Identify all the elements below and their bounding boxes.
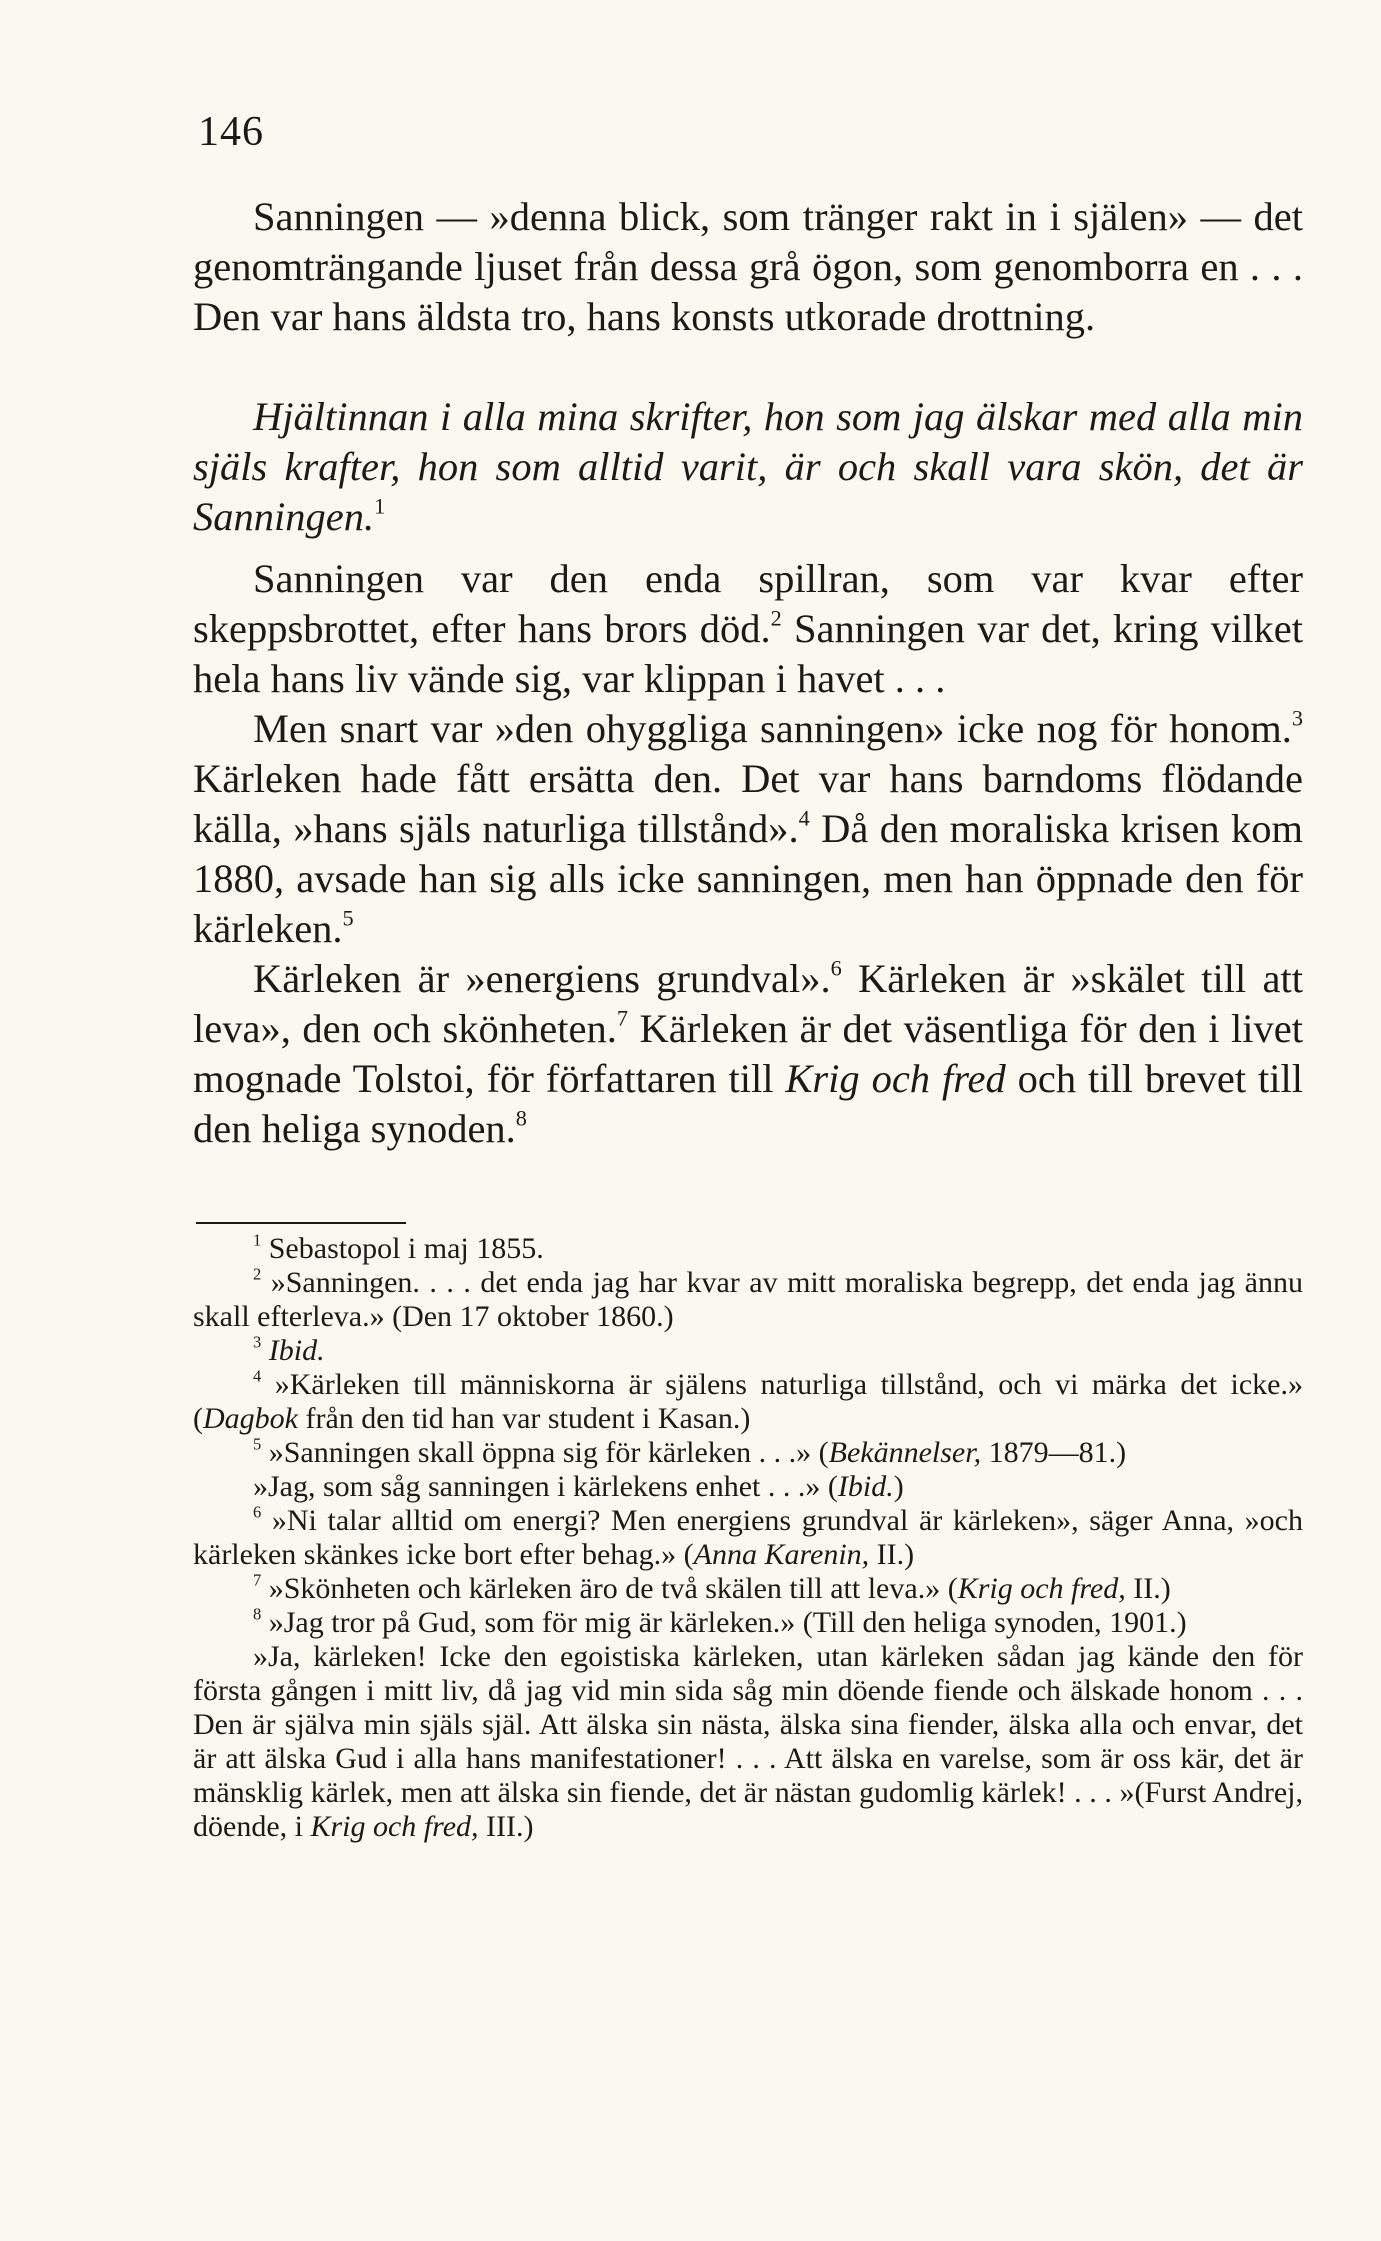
paragraph-4-text-b: Kärleken hade fått ersätta den. Det var hans barndoms flödande källa, »hans själs naturliga tillstånd». [193, 756, 1303, 851]
footnote-4-tail: från den tid han var student i Kasan.) [297, 1402, 751, 1435]
footnote-2-mark: 2 [253, 1264, 262, 1284]
footnote-7-italic: Krig och fred, [957, 1572, 1126, 1605]
quote-text: Hjältinnan i alla mina skrifter, hon som jag älskar med alla min själs krafter, hon som alltid varit, är och skall vara skön, det är Sanningen. [193, 394, 1303, 539]
footnote-6-text: »Ni talar alltid om energi? Men energiens grundval är kärleken», säger Anna, »och kärleken skänkes icke bort efter behag.» ( [193, 1504, 1303, 1571]
footnote-7-text: »Skönheten och kärleken äro de två skälen till att leva.» ( [261, 1572, 958, 1605]
footnote-5-italic: Bekännelser, [828, 1436, 982, 1469]
footnote-8b-tail: III.) [478, 1810, 534, 1843]
footnote-ref-5: 5 [342, 905, 354, 931]
footnote-5-tail: 1879—81.) [981, 1436, 1127, 1469]
footnote-5b-tail: ) [893, 1470, 904, 1503]
paragraph-5-text-c: Kärleken är det väsentliga för den i livet mognade Tolstoi, för författaren till [193, 1006, 1303, 1101]
footnote-4-italic: Dagbok [203, 1402, 298, 1435]
footnote-6-mark: 6 [253, 1502, 262, 1522]
footnote-5b-italic: Ibid. [837, 1470, 894, 1503]
footnote-3-mark: 3 [253, 1332, 262, 1352]
paragraph-4 [193, 704, 1303, 954]
paragraph-4-text-c: Då den moraliska krisen kom 1880, avsade han sig alls icke sanningen, men han öppnade den för kärleken. [193, 806, 1303, 951]
footnote-7 [193, 1572, 1303, 1606]
footnote-2-text: »Sanningen. . . . det enda jag har kvar av mitt moraliska begrepp, det enda jag ännu skall efterleva.» (Den 17 oktober 1860.) [193, 1266, 1303, 1333]
footnote-8-continued [193, 1640, 1303, 1844]
footnote-1 [193, 1232, 1303, 1266]
paragraph-1 [193, 192, 1303, 342]
paragraph-3 [193, 554, 1303, 704]
paragraph-5-text-b: Kärleken är »skälet till att leva», den och skönheten. [193, 956, 1303, 1051]
footnote-5 [193, 1436, 1303, 1470]
footnote-4-mark: 4 [253, 1366, 262, 1386]
footnote-ref-2: 2 [770, 605, 782, 631]
footnotes [193, 1232, 1303, 1844]
footnote-6-italic: Anna Karenin, [693, 1538, 870, 1571]
page-number: 146 [198, 109, 264, 155]
footnote-4-text: »Kärleken till människorna är själens naturliga tillstånd, och vi märka det icke.» ( [193, 1368, 1303, 1435]
footnote-1-text: Sebastopol i maj 1855. [261, 1232, 544, 1265]
paragraph-2-quote [193, 392, 1303, 542]
paragraph-5-text-d: och till brevet till den heliga synoden. [193, 1056, 1303, 1151]
footnote-1-mark: 1 [253, 1230, 262, 1250]
footnote-6-tail: II.) [869, 1538, 915, 1571]
footnote-ref-1: 1 [374, 493, 386, 519]
footnote-3-text: Ibid. [268, 1334, 325, 1367]
footnote-4 [193, 1368, 1303, 1436]
paragraph-4-text-a: Men snart var »den ohyggliga sanningen» icke nog för honom. [253, 706, 1292, 751]
footnote-8b-text: »Ja, kärleken! Icke den egoistiska kärleken, utan kärleken sådan jag kände den för första gången i mitt liv, då jag vid min sida såg min döende fiende och älskade honom . . . Den är själva min själs själ. Att älska sin nästa, älska sina fiender, älska alla och envar, det är att älska Gud i alla hans manifestationer! . . . Att älska en varelse, som är oss kär, det är mänsklig kärlek, men att älska sin fiende, det är nästan gudomlig kärlek! . . . »(Furst Andrej, döende, i [193, 1640, 1303, 1843]
paragraph-1-text: Sanningen — »denna blick, som tränger rakt in i själen» — det genomträngande ljuset från dessa grå ögon, som genomborra en . . . Den var hans äldsta tro, hans konsts utkorade drottning. [193, 194, 1303, 339]
footnote-5-mark: 5 [253, 1434, 262, 1454]
body-text [193, 192, 1303, 1154]
paragraph-3-text-b: Sanningen var det, kring vilket hela hans liv vände sig, var klippan i havet . . . [193, 606, 1303, 701]
footnote-ref-4: 4 [798, 805, 810, 831]
footnote-ref-3: 3 [1291, 705, 1303, 731]
footnote-ref-6: 6 [830, 955, 842, 981]
footnote-7-tail: II.) [1125, 1572, 1171, 1605]
book-title-krig-och-fred: Krig och fred [785, 1056, 1006, 1101]
footnote-5-continued [193, 1470, 1303, 1504]
footnote-ref-7: 7 [616, 1005, 628, 1031]
footnote-3 [193, 1334, 1303, 1368]
footnote-8 [193, 1606, 1303, 1640]
footnote-7-mark: 7 [253, 1570, 262, 1590]
footnote-8-text: »Jag tror på Gud, som för mig är kärleken.» (Till den heliga synoden, 1901.) [261, 1606, 1187, 1639]
footnote-5-text: »Sanningen skall öppna sig för kärleken . . .» ( [261, 1436, 829, 1469]
footnote-6 [193, 1504, 1303, 1572]
footnote-ref-8: 8 [515, 1105, 527, 1131]
footnote-divider [196, 1222, 406, 1224]
footnote-2 [193, 1266, 1303, 1334]
footnote-8b-italic: Krig och fred, [310, 1810, 479, 1843]
footnote-5b-text: »Jag, som såg sanningen i kärlekens enhet . . .» ( [253, 1470, 838, 1503]
paragraph-3-text-a: Sanningen var den enda spillran, som var kvar efter skeppsbrottet, efter hans brors död. [193, 556, 1303, 651]
paragraph-5-text-a: Kärleken är »energiens grundval». [253, 956, 831, 1001]
paragraph-5 [193, 954, 1303, 1154]
footnote-8-mark: 8 [253, 1604, 262, 1624]
